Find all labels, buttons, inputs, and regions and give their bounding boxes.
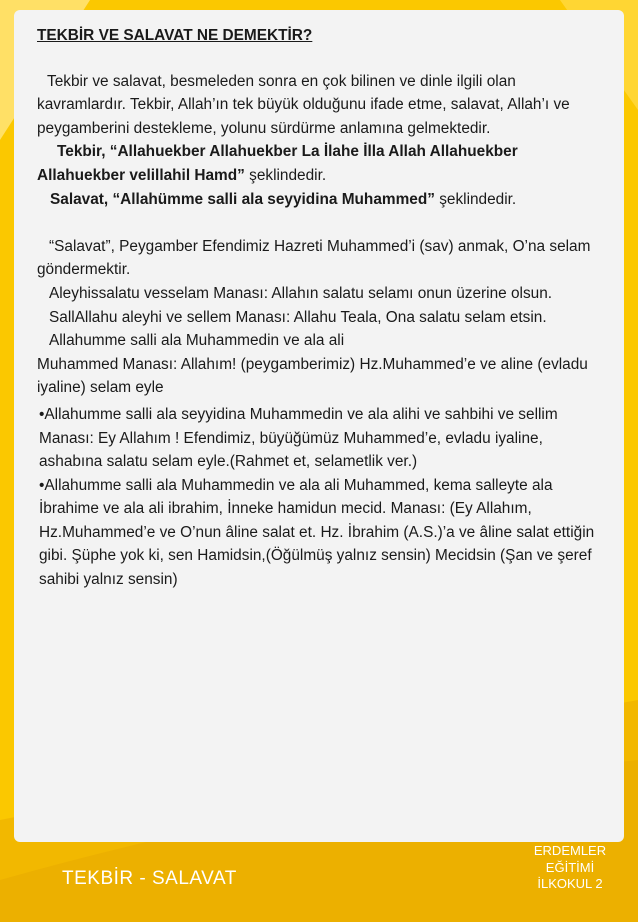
- tekbir-paragraph: [37, 140, 607, 187]
- bullet-list: [37, 403, 607, 592]
- brand-line-3: İLKOKUL 2: [537, 876, 603, 891]
- salavat-bold-text: Salavat, “Allahümme salli ala seyyidina Muhammed”: [50, 190, 435, 208]
- spacer: [37, 211, 607, 235]
- salavat-suffix: şeklindedir.: [434, 190, 517, 208]
- allahumme-line-1: Allahumme salli ala Muhammedin ve ala ali: [49, 332, 345, 350]
- brand-line-1: ERDEMLER: [533, 843, 607, 858]
- salavat-definition: “Salavat”, Peygamber Efendimiz Hazreti Muhammed’i (sav) anmak, O’na selam göndermektir.: [37, 237, 591, 279]
- salavat-paragraph: [37, 188, 607, 212]
- list-item: •Allahumme salli ala seyyidina Muhammedin ve ala alihi ve sahbihi ve sellim Manası: Ey Allahım ! Efendimiz, büyüğümüz Muhammed’e, evladu iyaline, ashabına salatu selam eyle.(Rahmet et, selametlik ver.): [39, 405, 558, 471]
- sallallahu-paragraph: SallAllahu aleyhi ve sellem Manası: Allahu Teala, Ona salatu selam etsin.: [49, 308, 547, 326]
- tekbir-suffix: şeklindedir.: [244, 166, 327, 184]
- document-body: [37, 24, 607, 592]
- intro-text: Tekbir ve salavat, besmeleden sonra en çok bilinen ve dinle ilgili olan kavramlardır. Tekbir, Allah’ın tek büyük olduğunu ifade etme, salavat, Allah’ı ve peygamberini destekleme, yolunu sürdürme anlamına gelmektedir.: [37, 72, 570, 137]
- footer-title: TEKBİR - SALAVAT: [62, 868, 237, 889]
- allahumme-line-2: Muhammed Manası: Allahım! (peygamberimiz) Hz.Muhammed’e ve aline (evladu iyaline) selam eyle: [37, 355, 588, 397]
- tekbir-bold-text: Tekbir, “Allahuekber Allahuekber La İlahe İlla Allah Allahuekber Allahuekber velillahil Hamd”: [37, 143, 518, 184]
- footer-brand: [520, 843, 620, 893]
- aleyhissalatu-paragraph: Aleyhissalatu vesselam Manası: Allahın salatu selamı onun üzerine olsun.: [49, 284, 553, 302]
- brand-line-2: EĞİTİMİ: [545, 859, 595, 875]
- list-item: •Allahumme salli ala Muhammedin ve ala ali Muhammed, kema salleyte ala İbrahime ve ala ali ibrahim, İnneke hamidun mecid. Manası: (Ey Allahım, Hz.Muhammed’e ve O’nun âline salat et. Hz. İbrahim (A.S.)’a ve âline salat ettiğin gibi. Şüphe yok ki, sen Hamidsin,(Öğülmüş yalnız sensin) Mecidsin (Şan ve şeref sahibi yalnız sensin): [39, 476, 595, 589]
- page-title: TEKBİR VE SALAVAT NE DEMEKTİR?: [37, 27, 313, 44]
- intro-paragraph: [37, 70, 607, 141]
